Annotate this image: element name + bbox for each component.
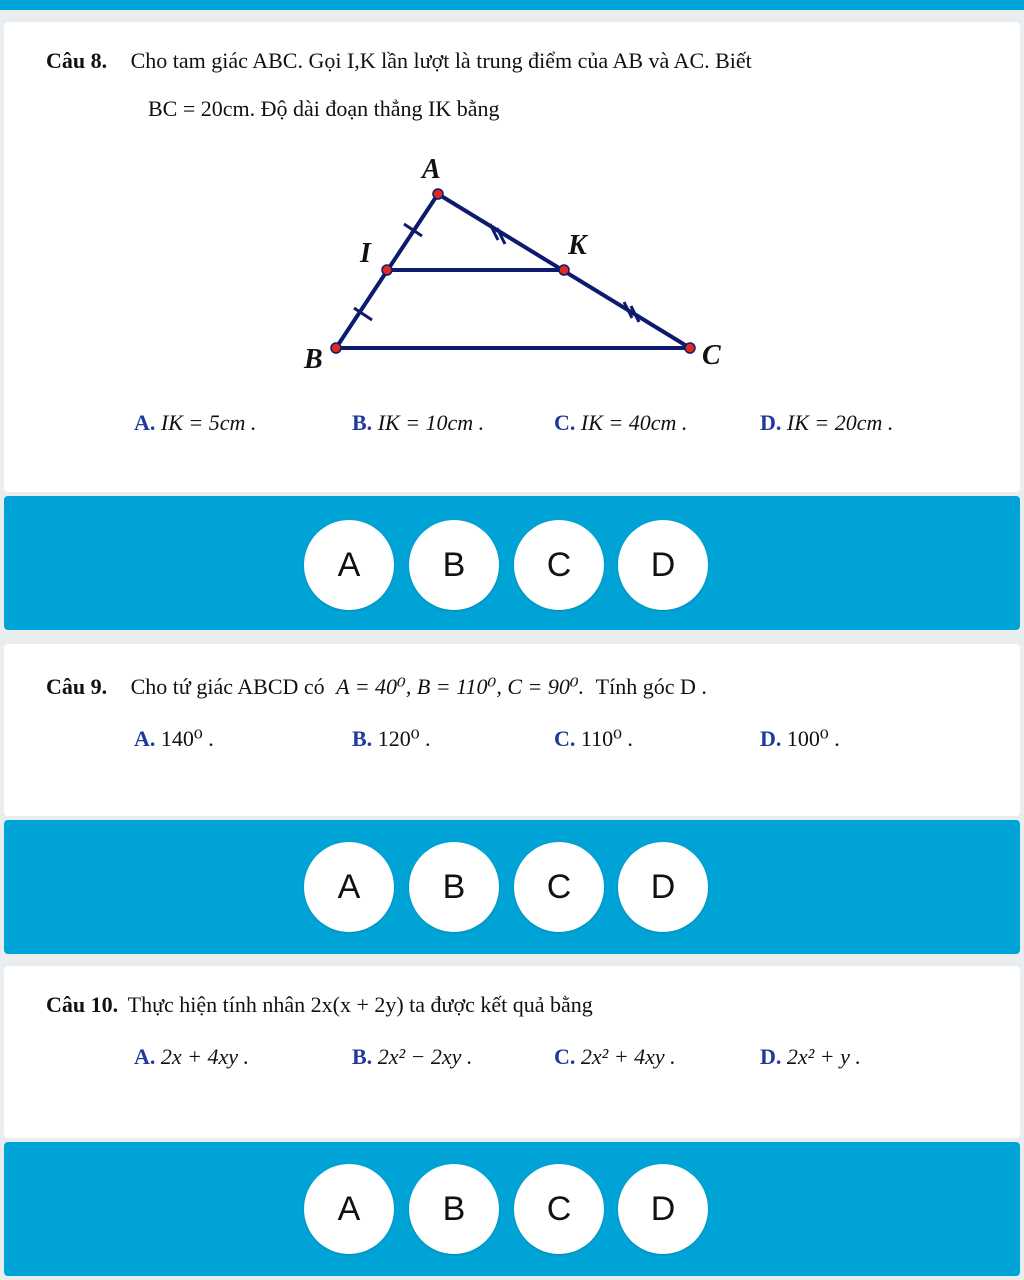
point-k <box>559 265 569 275</box>
question-10-option-c: C. 2x² + 4xy . <box>554 1044 676 1069</box>
question-9-answer-c-button[interactable]: C <box>514 842 604 932</box>
question-9-answer-b-button[interactable]: B <box>409 842 499 932</box>
question-8-answer-b-button[interactable]: B <box>409 520 499 610</box>
question-10-option-b: B. 2x² − 2xy . <box>352 1044 473 1069</box>
question-8-option-d: D. IK = 20cm . <box>760 410 894 435</box>
question-8-number: Câu 8. <box>46 48 108 73</box>
question-10-options <box>134 1044 994 1074</box>
question-8-card <box>4 22 1020 492</box>
question-8-line1 <box>46 48 752 74</box>
question-9-text-post: Tính góc D . <box>595 674 707 699</box>
question-10-line <box>46 992 593 1018</box>
question-9-answer-a-button[interactable]: A <box>304 842 394 932</box>
question-9-option-b: B. 120⁰ . <box>352 726 431 751</box>
question-10-text: Thực hiện tính nhân 2x(x + 2y) ta được kết quả bằng <box>127 992 593 1017</box>
question-9-text-pre: Cho tứ giác ABCD có <box>130 674 325 699</box>
label-a: A <box>422 154 441 185</box>
point-c <box>685 343 695 353</box>
point-i <box>382 265 392 275</box>
question-8-option-a: A. IK = 5cm . <box>134 410 257 435</box>
label-i: I <box>360 238 371 269</box>
label-c: C <box>702 340 721 371</box>
question-10-answer-b-button[interactable]: B <box>409 1164 499 1254</box>
question-9-card <box>4 644 1020 816</box>
question-9-option-d: D. 100⁰ . <box>760 726 840 751</box>
question-10-answer-d-button[interactable]: D <box>618 1164 708 1254</box>
question-8-answer-d-button[interactable]: D <box>618 520 708 610</box>
triangle-figure <box>294 150 734 380</box>
question-9-answer-d-button[interactable]: D <box>618 842 708 932</box>
question-8-answer-bar <box>4 496 1020 630</box>
label-b: B <box>304 344 323 375</box>
question-8-option-c: C. IK = 40cm . <box>554 410 688 435</box>
question-8-option-b: B. IK = 10cm . <box>352 410 485 435</box>
question-10-answer-bar <box>4 1142 1020 1276</box>
question-8-text-line1: Cho tam giác ABC. Gọi I,K lần lượt là trung điểm của AB và AC. Biết <box>130 48 752 73</box>
question-9-option-c: C. 110⁰ . <box>554 726 633 751</box>
question-9-answer-bar <box>4 820 1020 954</box>
question-9-angles: A = 40⁰, B = 110⁰, C = 90⁰. <box>336 674 585 699</box>
question-10-answer-a-button[interactable]: A <box>304 1164 394 1254</box>
question-10-card <box>4 966 1020 1138</box>
question-10-number: Câu 10. <box>46 992 119 1017</box>
question-9-line <box>46 674 707 700</box>
question-10-option-d: D. 2x² + y . <box>760 1044 861 1069</box>
question-9-options <box>134 726 994 756</box>
top-accent-bar <box>0 0 1024 10</box>
question-8-answer-c-button[interactable]: C <box>514 520 604 610</box>
question-9-option-a: A. 140⁰ . <box>134 726 214 751</box>
question-8-text-line2: BC = 20cm. Độ dài đoạn thẳng IK bằng <box>148 96 500 121</box>
question-8-options <box>134 410 994 440</box>
point-b <box>331 343 341 353</box>
question-8-answer-a-button[interactable]: A <box>304 520 394 610</box>
question-10-answer-c-button[interactable]: C <box>514 1164 604 1254</box>
question-10-option-a: A. 2x + 4xy . <box>134 1044 250 1069</box>
question-9-number: Câu 9. <box>46 674 108 699</box>
point-a <box>433 189 443 199</box>
label-k: K <box>568 230 587 261</box>
